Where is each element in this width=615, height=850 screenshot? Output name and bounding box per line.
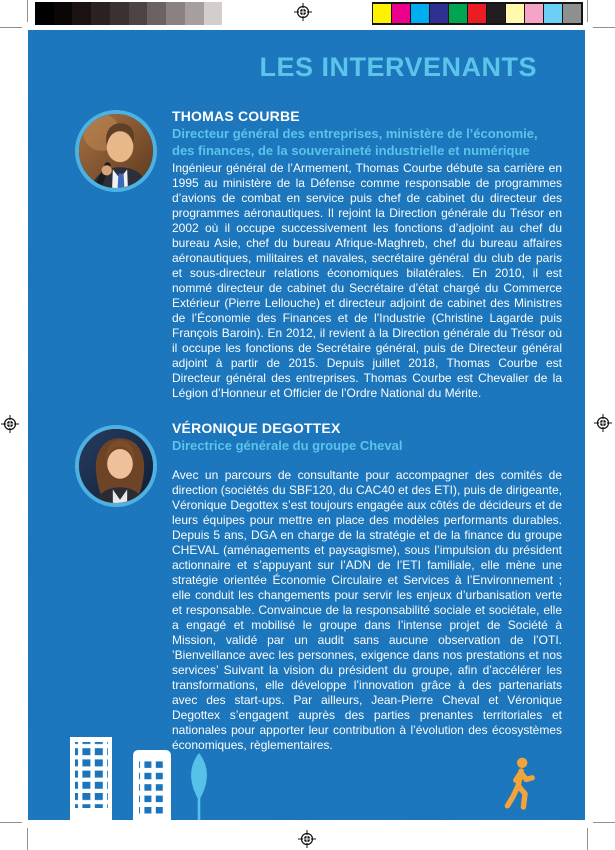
speaker-job-title: Directrice générale du groupe Cheval [172,438,403,453]
registration-mark-icon [298,830,316,848]
speaker-name: THOMAS COURBE [172,108,300,124]
crop-mark [593,27,615,28]
color-swatch [562,3,582,24]
page-title: LES INTERVENANTS [259,52,537,82]
color-swatch [166,2,185,25]
crop-mark [587,0,588,22]
speaker-profile-veronique-degottex [28,420,585,753]
color-swatch [524,3,544,24]
color-swatch [110,2,129,25]
color-swatch [372,3,392,24]
color-swatch [54,2,73,25]
crop-mark [587,828,588,850]
portrait-woman-illustration [79,429,157,507]
color-swatch [505,3,525,24]
speaker-name: VÉRONIQUE DEGOTTEX [172,420,341,436]
registration-mark-icon [294,3,312,21]
color-swatch [543,3,563,24]
color-swatch [391,3,411,24]
speaker-bio: Avec un parcours de consultante pour accompagner des comités de direction (sociétés du SBF120, du CAC40 et des ETI), puis de dirigeante, Véronique Degottex s’est toujours engagée aux côtés de décideurs et de leurs équipes pour mettre en place des modèles performants durables. Depuis 5 ans, DGA en charge de la stratégie et de la finance du groupe CHEVAL (aménagements et paysagisme), sous l’impulsion du président actionnaire et s’appuyant sur l’ADN de l’ETI familiale, elle mène une stratégie orientée Économie Circulaire et Services à l’Environnement ; elle conduit les changements pour servir les enjeux d’urbanisation verte et responsable. Convaincue de la responsabilité sociale et sociétale, elle a engagé et mobilisé le groupe dans l’intense projet de Société à Mission, validé par un audit sans aucune observation de l’OTI. ’Bienveillance avec les personnes, exigence dans nos prestations et nos services’ Suivant la vision du président du groupe, afin d’accélérer les transformations, elle développe l’innovation grâce à des partenariats avec des start-ups. Par ailleurs, Jean-Pierre Cheval et Véronique Degottex s’engagent auprès des parties prenantes territoriales et nationales pour apporter leur contribution à l’évolution des écosystèmes économiques, règlementaires. [172,467,562,752]
short-building-icon [133,750,171,820]
color-swatch [185,2,204,25]
color-swatch [467,3,487,24]
speaker-job-title: Directeur général des entreprises, ministère de l’économie, des finances, de la souveraineté industrielle et numérique [172,126,538,158]
brochure-page [28,30,585,820]
color-swatch [448,3,468,24]
crop-mark [0,822,22,823]
speaker-text-block [172,420,562,753]
crop-mark [593,822,615,823]
speaker-text-block [172,108,562,401]
grayscale-calibration-bar [35,2,241,25]
crop-mark [27,828,28,850]
color-swatch [486,3,506,24]
portrait-man-illustration [79,114,157,192]
color-swatch [204,2,223,25]
color-swatch [35,2,54,25]
color-swatch [91,2,110,25]
color-swatch [129,2,148,25]
speaker-bio: Ingénieur général de l’Armement, Thomas Courbe débute sa carrière en 1995 au ministère de la Défense comme responsable de programmes d’avions de combat en service puis chef de cabinet du directeur des programmes aéronautiques. Il rejoint la Direction générale du Trésor en 2002 où il occupe successivement les fonctions d’adjoint au chef du bureau Asie, chef du bureau Afrique-Maghreb, chef du bureau affaires aéronautiques, militaires et navales, secrétaire général du club de paris et sous-directeur relations économiques bilatérales. En 2010, il est nommé directeur de cabinet du Secrétaire d’état chargé du Commerce Extérieur (Pierre Lellouche) et directeur adjoint de cabinet des Ministres de l’Économie des Finances et de l’Industrie (Christine Lagarde puis François Baroin). En 2012, il revient à la Direction générale du Trésor où il occupe les fonctions de Secrétaire général, puis de Directeur général adjoint à partir de 2015. Depuis juillet 2018, Thomas Courbe est Directeur général des entreprises. Thomas Courbe est Chevalier de la Légion d’Honneur et Officier de l’Ordre National du Mérite. [172,161,562,400]
color-swatch [222,2,241,25]
crop-mark [27,0,28,22]
color-calibration-bar [372,2,583,25]
speaker-profile-thomas-courbe [28,108,585,401]
walking-person-icon [503,757,537,813]
registration-mark-icon [1,415,19,433]
crop-mark [0,27,22,28]
color-swatch [429,3,449,24]
speaker-photo-thomas-courbe [75,110,157,192]
tall-building-icon [70,737,112,820]
color-swatch [72,2,91,25]
color-swatch [410,3,430,24]
tree-icon [184,752,214,820]
color-swatch [147,2,166,25]
speaker-photo-veronique-degottex [75,425,157,507]
registration-mark-icon [594,414,612,432]
